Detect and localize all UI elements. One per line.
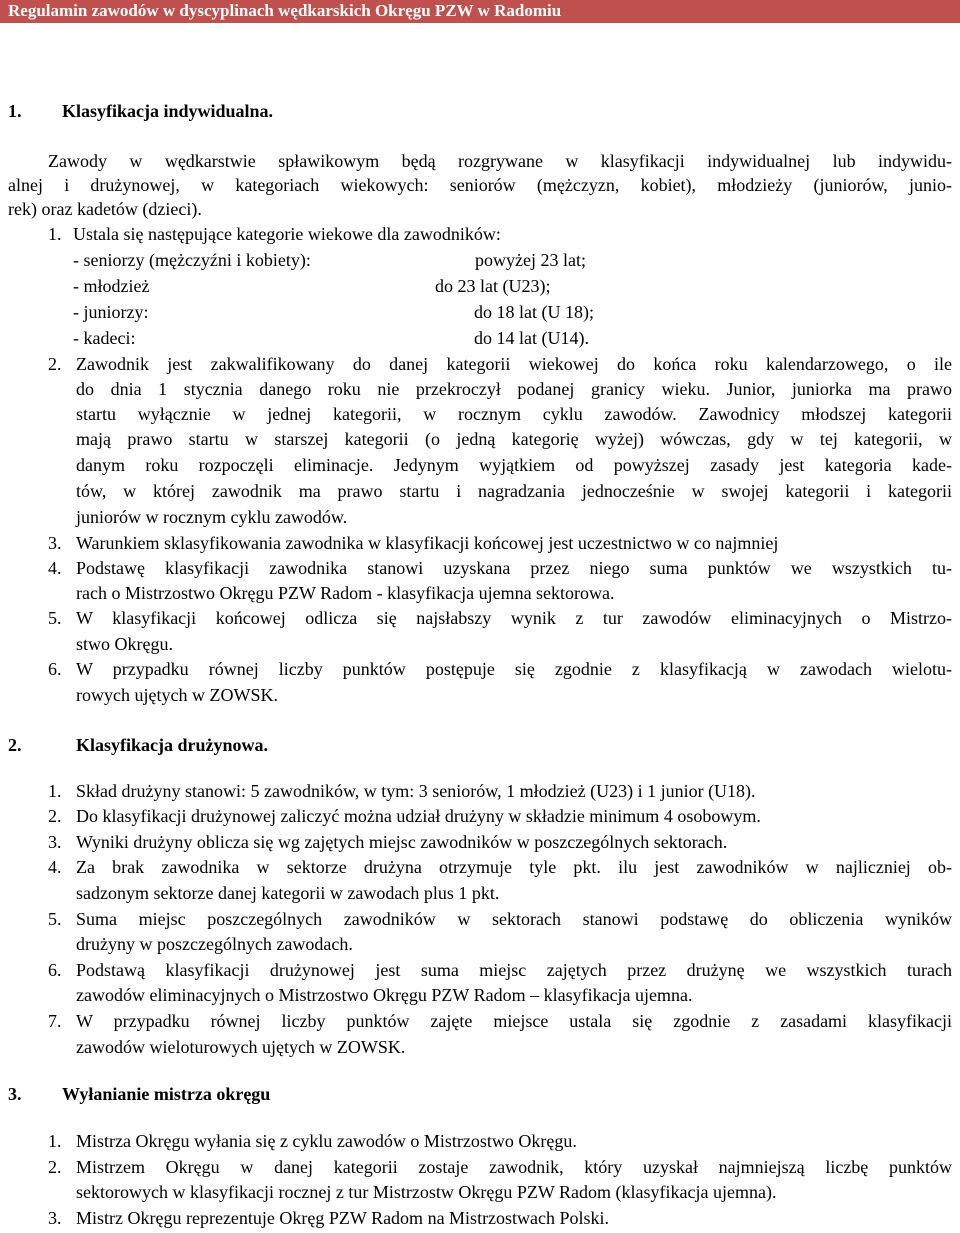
item-2-7-line: W przypadku równej liczby punktów zajęte miejsce ustala się zgodnie z zasadami klasyfikacji [76, 1011, 952, 1031]
category-label-juniors: - juniorzy: [73, 302, 149, 322]
section-1-heading: Klasyfikacja indywidualna. [62, 101, 274, 121]
item-3-3-line: Mistrz Okręgu reprezentuje Okręg PZW Radom na Mistrzostwach Polski. [76, 1208, 610, 1228]
item-2-6-line: zawodów eliminacyjnych o Mistrzostwo Okręgu PZW Radom – klasyfikacja ujemna. [76, 985, 693, 1005]
item-2-7-number: 7. [48, 1011, 62, 1031]
item-2-7-line: zawodów wieloturowych ujętych w ZOWSK. [76, 1037, 406, 1057]
category-label-youth: - młodzież [73, 276, 150, 296]
item-1-2-line: tów, w której zawodnik ma prawo startu i nagradzania jednocześnie w swojej kategorii i kategorii [76, 481, 952, 501]
item-3-2-line: Mistrzem Okręgu w danej kategorii zostaje zawodnik, który uzyskał najmniejszą liczbę punktów [76, 1157, 952, 1177]
document-header [0, 0, 960, 23]
item-1-2-line: startu wyłącznie w jednej kategorii, w rocznym cyklu zawodów. Zawodnicy młodszej kategorii [76, 404, 952, 424]
item-2-5-line: drużyny w poszczególnych zawodach. [76, 934, 353, 954]
item-2-3-line: Wyniki drużyny oblicza się wg zajętych miejsc zawodników w poszczególnych sektorach. [76, 832, 728, 852]
item-1-6-line: W przypadku równej liczby punktów postępuje się zgodnie z klasyfikacją w zawodach wielotu- [76, 659, 952, 679]
item-2-2-number: 2. [48, 806, 62, 826]
item-1-2-line: juniorów w rocznym cyklu zawodów. [76, 507, 348, 527]
category-value-seniors: powyżej 23 lat; [475, 250, 586, 270]
section-1-number: 1. [8, 101, 22, 121]
section-2-number: 2. [8, 735, 22, 755]
item-1-3-number: 3. [48, 533, 62, 553]
item-1-2-number: 2. [48, 354, 62, 374]
item-1-1-number: 1. [48, 224, 62, 244]
item-1-5-line: stwo Okręgu. [76, 634, 173, 654]
item-2-4-line: sadzonym sektorze danej kategorii w zawodach plus 1 pkt. [76, 883, 500, 903]
intro-line-3: rek) oraz kadetów (dzieci). [8, 199, 202, 219]
item-3-1-line: Mistrza Okręgu wyłania się z cyklu zawodów o Mistrzostwo Okręgu. [76, 1131, 577, 1151]
item-1-6-number: 6. [48, 659, 62, 679]
item-2-6-line: Podstawą klasyfikacji drużynowej jest suma miejsc zajętych przez drużynę we wszystkich turach [76, 960, 952, 980]
category-value-youth: do 23 lat (U23); [435, 276, 551, 296]
item-1-2-line: do dnia 1 stycznia danego roku nie przekroczył podanej granicy wieku. Junior, juniorka ma prawo [76, 379, 952, 399]
section-2-heading: Klasyfikacja drużynowa. [76, 735, 269, 755]
item-2-2-line: Do klasyfikacji drużynowej zaliczyć można udział drużyny w składzie minimum 4 osobowym. [76, 806, 761, 826]
item-1-4-number: 4. [48, 558, 62, 578]
item-1-1-text: Ustala się następujące kategorie wiekowe dla zawodników: [73, 224, 501, 244]
item-1-4-line: rach o Mistrzostwo Okręgu PZW Radom - klasyfikacja ujemna sektorowa. [76, 583, 615, 603]
item-2-5-line: Suma miejsc poszczególnych zawodników w sektorach stanowi podstawę do obliczenia wyników [76, 909, 952, 929]
item-1-3-line: Warunkiem sklasyfikowania zawodnika w klasyfikacji końcowej jest uczestnictwo w co najmniej [76, 533, 779, 553]
item-2-3-number: 3. [48, 832, 62, 852]
section-3-number: 3. [8, 1084, 22, 1104]
item-1-4-line: Podstawę klasyfikacji zawodnika stanowi uzyskana przez niego suma punktów we wszystkich tu- [76, 558, 952, 578]
intro-line-1: Zawody w wędkarstwie spławikowym będą rozgrywane w klasyfikacji indywidualnej lub indywidu- [48, 151, 952, 171]
category-value-juniors: do 18 lat (U 18); [474, 302, 594, 322]
item-2-5-number: 5. [48, 909, 62, 929]
item-3-1-number: 1. [48, 1131, 62, 1151]
item-1-2-line: danym roku rozpoczęli eliminacje. Jedynym wyjątkiem od powyższej zasady jest kategoria kade- [76, 455, 952, 475]
category-label-cadets: - kadeci: [73, 328, 136, 348]
section-3-heading: Wyłanianie mistrza okręgu [62, 1084, 271, 1104]
item-2-1-number: 1. [48, 781, 62, 801]
item-2-6-number: 6. [48, 960, 62, 980]
category-label-seniors: - seniorzy (mężczyźni i kobiety): [73, 250, 311, 270]
item-3-3-number: 3. [48, 1208, 62, 1228]
item-2-4-number: 4. [48, 857, 62, 877]
item-1-6-line: rowych ujętych w ZOWSK. [76, 685, 278, 705]
item-3-2-number: 2. [48, 1157, 62, 1177]
item-3-2-line: sektorowych w klasyfikacji rocznej z tur Mistrzostw Okręgu PZW Radom (klasyfikacja ujemna). [76, 1182, 777, 1202]
item-2-1-line: Skład drużyny stanowi: 5 zawodników, w tym: 3 seniorów, 1 młodzież (U23) i 1 junior (U18). [76, 781, 756, 801]
category-value-cadets: do 14 lat (U14). [474, 328, 589, 348]
item-1-5-number: 5. [48, 608, 62, 628]
item-1-2-line: Zawodnik jest zakwalifikowany do danej kategorii wiekowej do końca roku kalendarzowego, o ile [76, 354, 952, 374]
item-2-4-line: Za brak zawodnika w sektorze drużyna otrzymuje tyle pkt. ilu jest zawodników w najliczniej ob- [76, 857, 952, 877]
document-title: Regulamin zawodów w dyscyplinach wędkarskich Okręgu PZW w Radomiu [8, 1, 562, 20]
intro-line-2: alnej i drużynowej, w kategoriach wiekowych: seniorów (mężczyzn, kobiet), młodzieży (juniorów, junio- [8, 175, 952, 195]
item-1-2-line: mają prawo startu w starszej kategorii (o jedną kategorię wyżej) wówczas, gdy w tej kategorii, w [76, 429, 952, 449]
item-1-5-line: W klasyfikacji końcowej odlicza się najsłabszy wynik z tur zawodów eliminacyjnych o Mistrzo- [76, 608, 952, 628]
